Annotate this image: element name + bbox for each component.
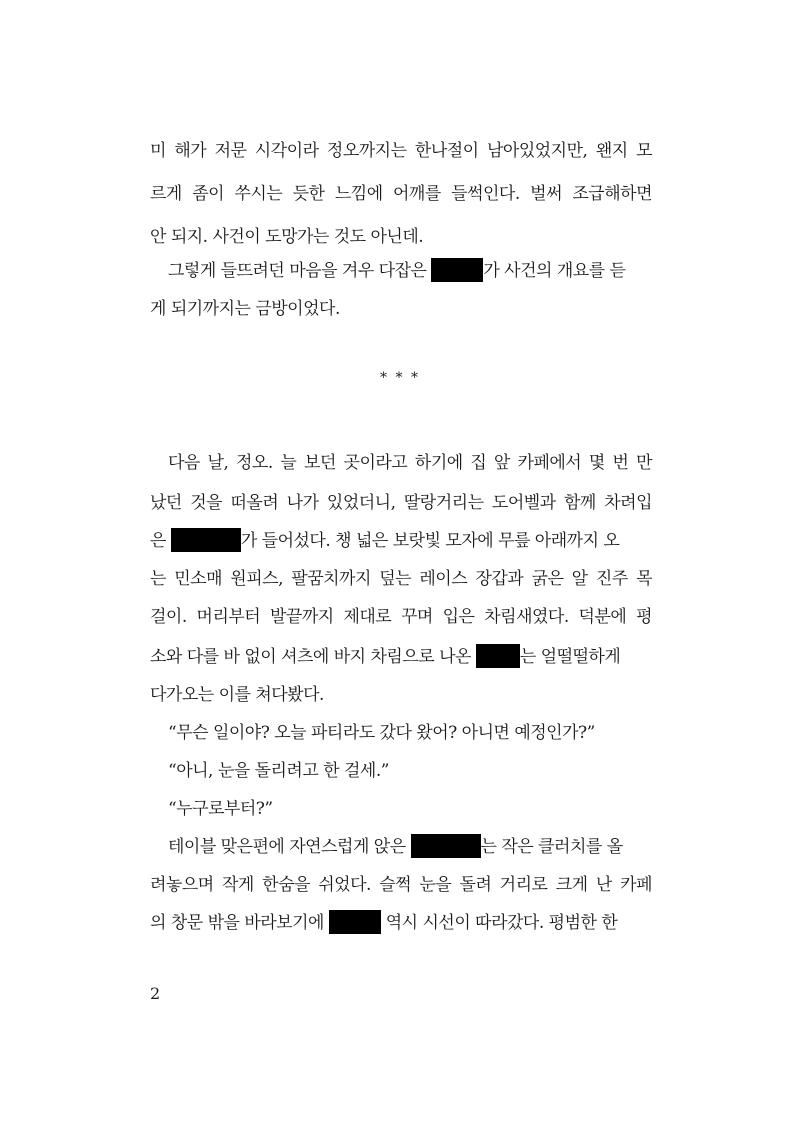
paragraph-line: 다음 날, 정오. 늘 보던 곳이라고 하기에 집 앞 카페에서 몇 번 만 <box>168 453 652 473</box>
redaction-bar <box>171 528 241 552</box>
dialogue-line: “누구로부터?” <box>168 799 273 819</box>
paragraph-line <box>168 834 652 860</box>
paragraph-line: 걸이. 머리부터 발끝까지 제대로 꾸며 입은 차림새였다. 덕분에 평 <box>150 607 652 627</box>
redaction-bar <box>329 910 381 934</box>
paragraph-line: 안 되지. 사건이 도망가는 것도 아닌데. <box>150 227 424 247</box>
paragraph-line: 게 되기까지는 금방이었다. <box>150 299 340 319</box>
paragraph-line <box>168 258 652 284</box>
text-segment: 가 들어섰다. 챙 넓은 보랏빛 모자에 무릎 아래까지 오 <box>240 531 620 551</box>
text-segment: 역시 시선이 따라갔다. 평범한 한 <box>380 913 618 933</box>
paragraph-line <box>150 644 652 670</box>
page-number: 2 <box>150 984 161 1003</box>
paragraph-line <box>150 528 652 554</box>
dialogue-line: “아니, 눈을 돌리려고 한 걸세.” <box>168 761 389 781</box>
text-segment: 소와 다를 바 없이 셔츠에 바지 차림으로 나온 <box>150 647 476 667</box>
redaction-bar <box>476 644 520 668</box>
text-segment: 테이블 맞은편에 자연스럽게 앉은 <box>168 837 411 857</box>
text-segment: 는 작은 클러치를 올 <box>480 837 623 857</box>
paragraph-line: 는 민소매 원피스, 팔꿈치까지 덮는 레이스 장갑과 굵은 알 진주 목 <box>150 569 652 589</box>
text-segment: 그렇게 들뜨려던 마음을 겨우 다잡은 <box>168 261 432 281</box>
section-separator: * * * <box>380 370 420 386</box>
redaction-bar <box>431 258 483 282</box>
paragraph-line: 났던 것을 떠올려 나가 있었더니, 딸랑거리는 도어벨과 함께 차려입 <box>150 493 652 513</box>
text-segment: 은 <box>150 531 171 551</box>
text-segment: 가 사건의 개요를 듣 <box>483 261 626 281</box>
paragraph-line: 려놓으며 작게 한숨을 쉬었다. 슬쩍 눈을 돌려 거리로 크게 난 카페 <box>150 875 652 895</box>
text-segment: 는 얼떨떨하게 <box>519 647 621 667</box>
paragraph-line <box>150 910 652 936</box>
redaction-bar <box>411 834 481 858</box>
paragraph-line: 르게 좀이 쑤시는 듯한 느낌에 어깨를 들썩인다. 벌써 조급해하면 <box>150 184 652 204</box>
paragraph-line: 다가오는 이를 쳐다봤다. <box>150 685 324 705</box>
paragraph-line: 미 해가 저문 시각이라 정오까지는 한나절이 남아있었지만, 왠지 모 <box>150 141 652 161</box>
dialogue-line: “무슨 일이야? 오늘 파티라도 갔다 왔어? 아니면 예정인가?” <box>168 723 595 743</box>
text-segment: 의 창문 밖을 바라보기에 <box>150 913 329 933</box>
